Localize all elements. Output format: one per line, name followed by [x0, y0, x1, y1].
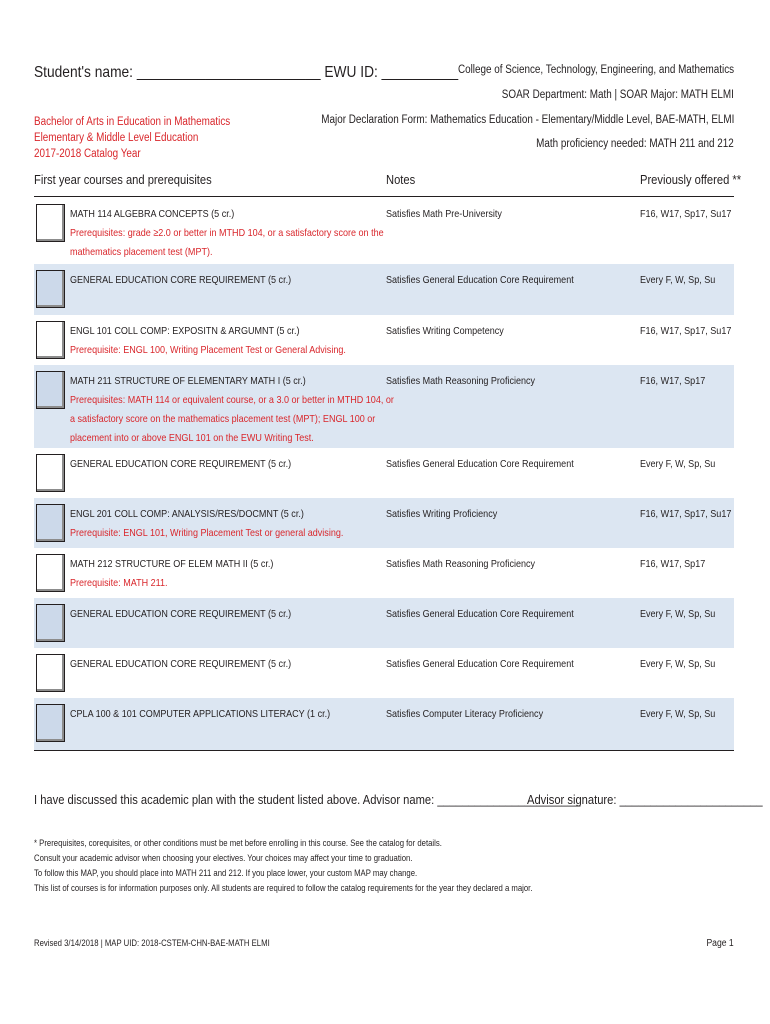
course-offered: F16, W17, Sp17	[640, 375, 706, 387]
course-checkbox[interactable]	[36, 504, 65, 542]
course-prerequisite	[70, 524, 343, 543]
course-title: GENERAL EDUCATION CORE REQUIREMENT (5 cr.)	[70, 608, 292, 620]
course-row	[34, 698, 734, 750]
course-note: Satisfies Math Reasoning Proficiency	[386, 375, 536, 387]
table-bottom-divider	[34, 750, 734, 751]
course-prerequisite	[70, 224, 384, 262]
course-title: CPLA 100 & 101 COMPUTER APPLICATIONS LITERACY (1 cr.)	[70, 708, 331, 720]
course-note: Satisfies General Education Core Requirement	[386, 458, 574, 470]
course-title: GENERAL EDUCATION CORE REQUIREMENT (5 cr.)	[70, 658, 292, 670]
major-declaration-form: Major Declaration Form: Mathematics Education - Elementary/Middle Level, BAE-MATH, ELMI	[320, 114, 734, 126]
course-checkbox[interactable]	[36, 704, 65, 742]
revision-info: Revised 3/14/2018 | MAP UID: 2018-CSTEM-CHN-BAE-MATH ELMI	[34, 938, 270, 948]
prereq-line: a satisfactory score on the mathematics placement test (MPT); ENGL 100 or	[70, 413, 376, 425]
program-degree: Bachelor of Arts in Education in Mathematics	[34, 116, 231, 128]
course-checkbox[interactable]	[36, 604, 65, 642]
course-title: ENGL 201 COLL COMP: ANALYSIS/RES/DOCMNT (5 cr.)	[70, 508, 304, 520]
prereq-line: placement into or above ENGL 101 on the EWU Writing Test.	[70, 432, 314, 444]
prereq-line: Prerequisite: ENGL 101, Writing Placement Test or general advising.	[70, 527, 344, 539]
prereq-line: Prerequisite: ENGL 100, Writing Placement Test or General Advising.	[70, 344, 346, 356]
course-row	[34, 598, 734, 648]
prereq-line: Prerequisites: MATH 114 or equivalent course, or a 3.0 or better in MTHD 104, or	[70, 394, 394, 406]
soar-department: SOAR Department: Math | SOAR Major: MATH ELMI	[501, 89, 734, 101]
course-prerequisite	[70, 341, 346, 360]
course-row	[34, 198, 734, 264]
course-checkbox[interactable]	[36, 554, 65, 592]
course-offered: Every F, W, Sp, Su	[640, 708, 716, 720]
course-row	[34, 548, 734, 598]
course-row	[34, 365, 734, 448]
course-title: MATH 114 ALGEBRA CONCEPTS (5 cr.)	[70, 208, 235, 220]
college-name: College of Science, Technology, Engineering, and Mathematics	[457, 64, 734, 76]
course-offered: F16, W17, Sp17, Su17	[640, 208, 732, 220]
course-offered: Every F, W, Sp, Su	[640, 658, 716, 670]
footnote: Consult your academic advisor when choosing your electives. Your choices may affect your time to graduation.	[34, 853, 413, 863]
prereq-line: Prerequisite: MATH 211.	[70, 577, 168, 589]
course-title: GENERAL EDUCATION CORE REQUIREMENT (5 cr.)	[70, 458, 292, 470]
course-title: MATH 211 STRUCTURE OF ELEMENTARY MATH I (5 cr.)	[70, 375, 306, 387]
course-note: Satisfies Writing Competency	[386, 325, 504, 337]
course-note: Satisfies Math Pre-University	[386, 208, 502, 220]
program-info	[34, 114, 230, 162]
course-note: Satisfies Computer Literacy Proficiency	[386, 708, 544, 720]
advisor-signature-line[interactable]: Advisor signature: _______________________	[527, 792, 763, 807]
math-proficiency: Math proficiency needed: MATH 211 and 212	[536, 138, 734, 150]
course-title: GENERAL EDUCATION CORE REQUIREMENT (5 cr.)	[70, 274, 292, 286]
column-header-courses: First year courses and prerequisites	[34, 172, 212, 187]
header-divider	[34, 196, 734, 197]
course-checkbox[interactable]	[36, 654, 65, 692]
advisor-name-line[interactable]: I have discussed this academic plan with the student listed above. Advisor name: _______________________	[34, 792, 581, 807]
course-row	[34, 264, 734, 315]
course-note: Satisfies Math Reasoning Proficiency	[386, 558, 536, 570]
column-header-notes: Notes	[386, 172, 416, 187]
course-title: MATH 212 STRUCTURE OF ELEM MATH II (5 cr.)	[70, 558, 274, 570]
page-number: Page 1	[706, 938, 734, 949]
course-offered: F16, W17, Sp17, Su17	[640, 325, 732, 337]
course-row	[34, 315, 734, 365]
course-checkbox[interactable]	[36, 270, 65, 308]
course-prerequisite	[70, 574, 168, 593]
program-level: Elementary & Middle Level Education	[34, 132, 199, 144]
course-prerequisite	[70, 391, 394, 448]
prereq-line: Prerequisites: grade ≥2.0 or better in MTHD 104, or a satisfactory score on the	[70, 227, 384, 239]
footnote: This list of courses is for information purposes only. All students are required to follow the catalog requirements for the year they declared a major.	[34, 883, 533, 893]
course-checkbox[interactable]	[36, 204, 65, 242]
course-note: Satisfies General Education Core Requirement	[386, 608, 574, 620]
course-note: Satisfies General Education Core Requirement	[386, 658, 574, 670]
course-offered: Every F, W, Sp, Su	[640, 274, 716, 286]
course-offered: F16, W17, Sp17	[640, 558, 706, 570]
course-checkbox[interactable]	[36, 371, 65, 409]
course-checkbox[interactable]	[36, 321, 65, 359]
course-row	[34, 498, 734, 548]
course-checkbox[interactable]	[36, 454, 65, 492]
student-name-id-line[interactable]: Student's name: ________________________ EWU ID: __________	[34, 64, 459, 81]
course-row	[34, 448, 734, 498]
course-note: Satisfies General Education Core Requirement	[386, 274, 574, 286]
course-note: Satisfies Writing Proficiency	[386, 508, 498, 520]
course-title: ENGL 101 COLL COMP: EXPOSITN & ARGUMNT (5 cr.)	[70, 325, 300, 337]
column-header-offered: Previously offered **	[640, 172, 742, 187]
course-offered: F16, W17, Sp17, Su17	[640, 508, 732, 520]
course-row	[34, 648, 734, 698]
program-catalog-year: 2017-2018 Catalog Year	[34, 148, 141, 160]
footnote: To follow this MAP, you should place into MATH 211 and 212. If you place lower, your custom MAP may change.	[34, 868, 418, 878]
course-offered: Every F, W, Sp, Su	[640, 608, 716, 620]
footnote: * Prerequisites, corequisites, or other conditions must be met before enrolling in this course. See the catalog for details.	[34, 838, 442, 848]
course-offered: Every F, W, Sp, Su	[640, 458, 716, 470]
prereq-line: mathematics placement test (MPT).	[70, 246, 213, 258]
